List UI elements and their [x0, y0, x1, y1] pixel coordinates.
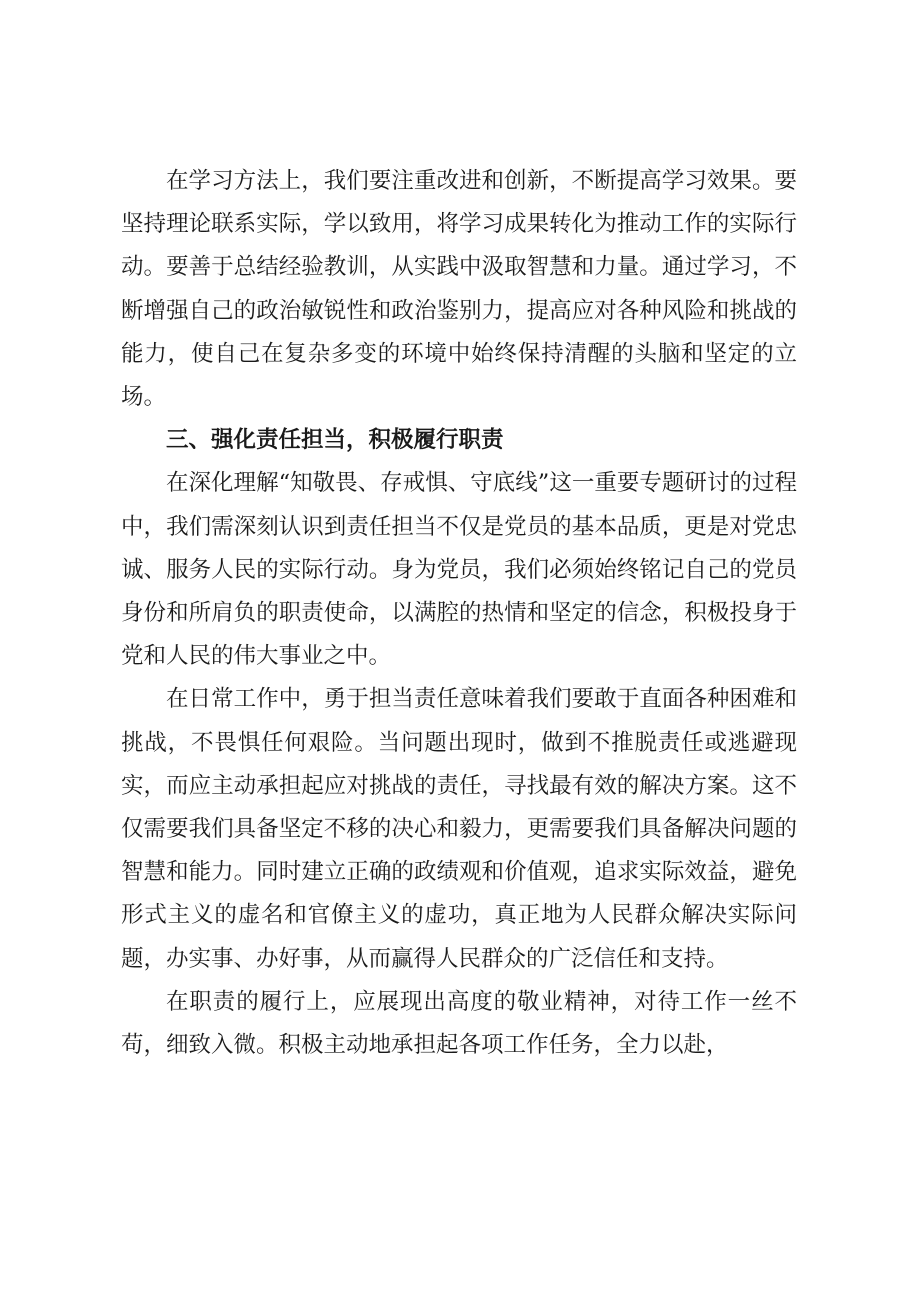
section-heading: 三、强化责任担当，积极履行职责: [166, 427, 504, 454]
paragraph-study-method: 在学习方法上，我们要注重改进和创新，不断提高学习效果。要坚持理论联系实际，学以致用，将学习成果转化为推动工作的实际行动。要善于总结经验教训，从实践中汲取智慧和力量。通过学习，不断增强自己的政治敏锐性和政治鉴别力，提高应对各种风险和挑战的能力，使自己在复杂多变的环境中始终保持清醒的头脑和坚定的立场。: [121, 168, 797, 411]
paragraph-duty-performance: 在职责的履行上，应展现出高度的敬业精神，对待工作一丝不苟，细致入微。积极主动地承担起各项工作任务，全力以赴，: [121, 988, 797, 1059]
paragraph-responsibility-understanding: 在深化理解“知敬畏、存戒惧、守底线”这一重要专题研讨的过程中，我们需深刻认识到责任担当不仅是党员的基本品质，更是对党忠诚、服务人民的实际行动。身为党员，我们必须始终铭记自己的党员身份和所肩负的职责使命，以满腔的热情和坚定的信念，积极投身于党和人民的伟大事业之中。: [121, 470, 797, 670]
document-body: [121, 160, 797, 1067]
paragraph-daily-work: 在日常工作中，勇于担当责任意味着我们要敢于直面各种困难和挑战，不畏惧任何艰险。当问题出现时，做到不推脱责任或逃避现实，而应主动承担起应对挑战的责任，寻找最有效的解决方案。这不仅需要我们具备坚定不移的决心和毅力，更需要我们具备解决问题的智慧和能力。同时建立正确的政绩观和价值观，追求实际效益，避免形式主义的虚名和官僚主义的虚功，真正地为人民群众解决实际问题，办实事、办好事，从而赢得人民群众的广泛信任和支持。: [121, 686, 797, 972]
